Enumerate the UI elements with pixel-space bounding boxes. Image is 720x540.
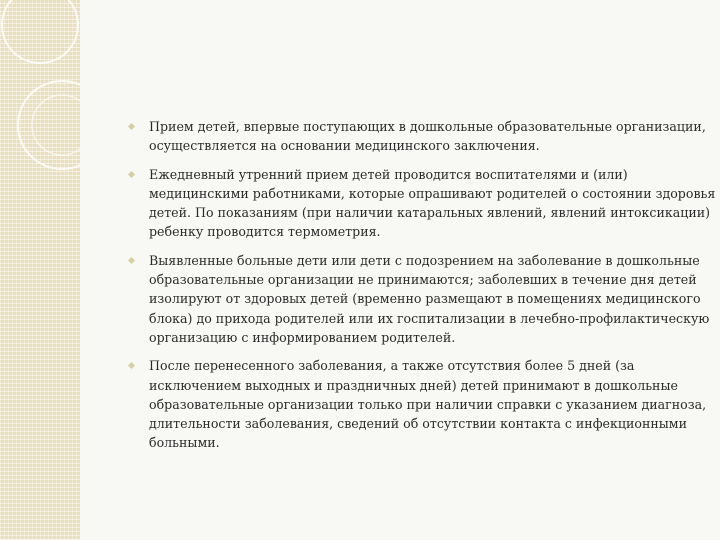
circle-ornament-icon xyxy=(0,0,80,540)
list-item-text: Ежедневный утренний прием детей проводится воспитателями и (или) медицинскими работниками, которые опрашивают родителей о состоянии здоровья детей. По показаниям (при наличии катаральных явлений, явлений интоксикации) ребенку проводится термометрия. xyxy=(149,166,716,240)
decorative-side-band xyxy=(0,0,80,540)
list-item-text: После перенесенного заболевания, а также отсутствия более 5 дней (за исключением выходных и праздничных дней) детей принимают в дошкольные образовательные организации только при наличии справки с указанием диагноза, длительности заболевания, сведений об отсутствии контакта с инфекционными больными. xyxy=(149,358,707,451)
list-item-text: Выявленные больные дети или дети с подозрением на заболевание в дошкольные образовательные организации не принимаются; заболевших в течение дня детей изолируют от здоровых детей (временно размещают в помещениях медицинского блока) до прихода родителей или их госпитализации в лечебно-профилактическую организацию с информированием родителей. xyxy=(149,252,710,345)
diamond-bullet-icon xyxy=(128,123,135,130)
list-item xyxy=(128,356,718,452)
list-item xyxy=(128,165,718,242)
diamond-bullet-icon xyxy=(128,257,135,264)
diamond-bullet-icon xyxy=(128,362,135,369)
bullet-list xyxy=(128,117,718,453)
list-item-text: Прием детей, впервые поступающих в дошкольные образовательные организации, осуществляется на основании медицинского заключения. xyxy=(149,119,706,154)
list-item xyxy=(128,117,718,156)
list-item xyxy=(128,251,718,347)
diamond-bullet-icon xyxy=(128,171,135,178)
content-area xyxy=(128,117,718,462)
